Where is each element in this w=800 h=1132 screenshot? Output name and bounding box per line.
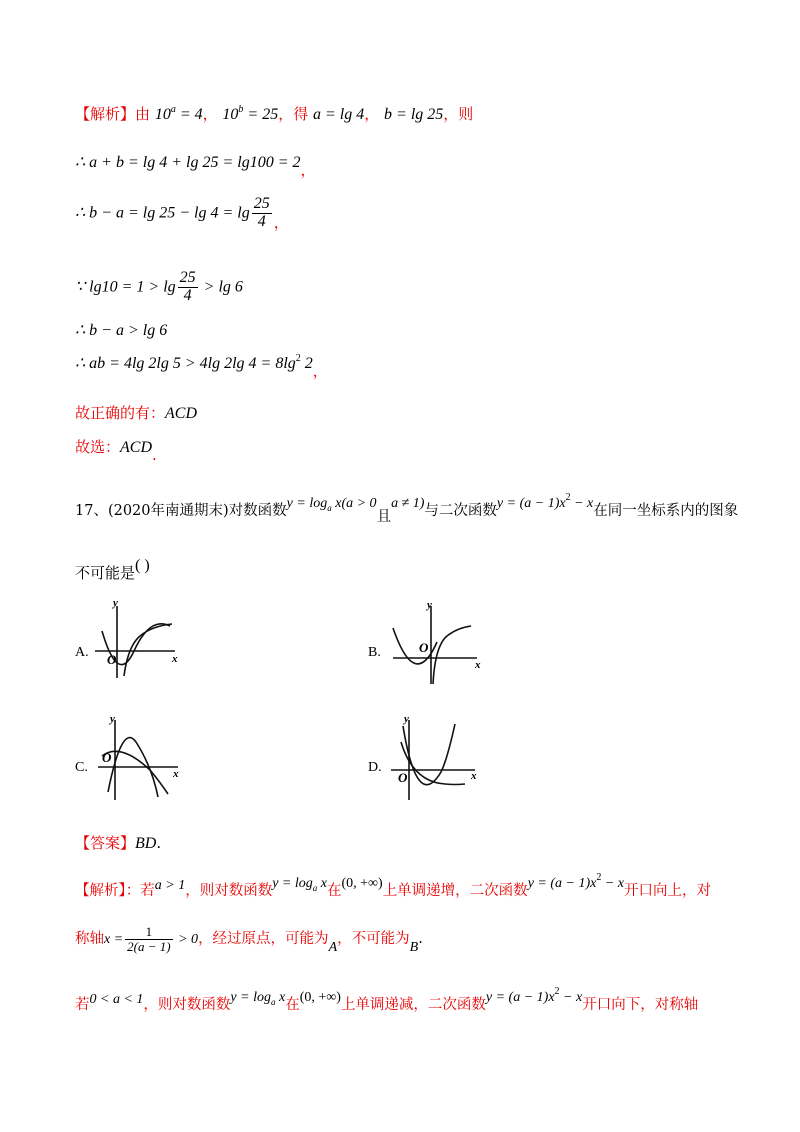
question-17-line-1 bbox=[75, 492, 738, 526]
text: ， bbox=[202, 105, 218, 123]
math-expr: ∵ lg10 = 1 > lg bbox=[75, 278, 176, 296]
text: . bbox=[418, 931, 423, 948]
text: ，则对数函数 bbox=[185, 883, 273, 899]
math-expr: ACD bbox=[120, 439, 153, 456]
option-a-label: A. bbox=[75, 645, 89, 660]
option-d-label: D. bbox=[368, 760, 382, 775]
text: . bbox=[152, 446, 157, 464]
analysis-tag: 【解析】 bbox=[75, 105, 136, 123]
text: ， bbox=[312, 362, 328, 380]
origin-label: O bbox=[107, 652, 117, 667]
text: ，则 bbox=[443, 105, 474, 123]
text: ：若 bbox=[125, 883, 155, 899]
math-expr: $y = (a - 1)x^2 - x$ bbox=[527, 872, 625, 891]
solution-line-1 bbox=[75, 103, 473, 124]
math-expr: B bbox=[409, 940, 419, 956]
answer-tag: 【答案】 bbox=[75, 834, 136, 852]
text: 不可能是 bbox=[75, 564, 136, 582]
option-a-graph bbox=[90, 596, 190, 686]
solution2-line-3 bbox=[75, 986, 698, 1014]
math-expr: ACD bbox=[165, 405, 198, 422]
option-b-label: B. bbox=[368, 645, 381, 660]
question-17-line-2 bbox=[75, 557, 150, 583]
math-expr: 0 < a < 1 bbox=[89, 992, 144, 1007]
text: ， bbox=[300, 161, 316, 179]
option-b-graph bbox=[385, 596, 490, 688]
x-axis-label: x bbox=[172, 653, 178, 665]
text: 故正确的有： bbox=[75, 404, 166, 422]
text: ， bbox=[364, 105, 380, 123]
solution-line-7 bbox=[75, 402, 197, 423]
text: 称轴 bbox=[75, 931, 104, 948]
text: 若 bbox=[75, 997, 90, 1013]
text: 故选： bbox=[75, 438, 121, 456]
solution-line-5 bbox=[75, 320, 167, 340]
answer-line bbox=[75, 832, 161, 853]
origin-label: O bbox=[398, 770, 408, 785]
text: ，得 bbox=[278, 105, 309, 123]
solution-line-8 bbox=[75, 436, 157, 464]
math-expr: > 0 bbox=[174, 932, 199, 948]
math-expr: $y = (a - 1)x^2 - x$ bbox=[496, 492, 594, 511]
text: 在同一坐标系内的图象 bbox=[593, 503, 739, 519]
math-expr: ∴ b − a = lg 25 − lg 4 = lg bbox=[75, 204, 250, 222]
text: 上单调递减，二次函数 bbox=[340, 997, 486, 1013]
option-c-graph bbox=[90, 712, 190, 804]
math-expr: b = lg 25 bbox=[384, 106, 444, 123]
solution-line-4 bbox=[75, 270, 243, 305]
fraction: $\frac{1}{2(a - 1)}$ bbox=[127, 924, 171, 954]
y-axis-label: y bbox=[427, 599, 432, 611]
y-axis-label: y bbox=[404, 713, 409, 725]
text: ，经过原点，可能为 bbox=[198, 931, 329, 948]
origin-label: O bbox=[102, 750, 112, 765]
origin-label: O bbox=[419, 640, 429, 655]
solution-line-3 bbox=[75, 196, 289, 232]
option-c-label: C. bbox=[75, 760, 88, 775]
solution2-line-1 bbox=[75, 872, 711, 900]
text: 开口向上，对 bbox=[624, 883, 712, 899]
x-axis-label: x bbox=[475, 659, 481, 671]
text: ， bbox=[273, 213, 289, 232]
text: 在 bbox=[326, 883, 342, 899]
answer-value: BD bbox=[135, 835, 157, 852]
math-expr: $y = \log_a x$ bbox=[272, 876, 327, 893]
text: 开口向下，对称轴 bbox=[582, 997, 699, 1013]
y-axis-label: y bbox=[110, 713, 115, 725]
text: ，则对数函数 bbox=[143, 997, 231, 1013]
fraction: $\frac{25}{4}$ bbox=[253, 195, 270, 230]
fraction: $\frac{25}{4}$ bbox=[179, 269, 196, 304]
math-expr: $y = (a - 1)x^2 - x$ bbox=[485, 986, 583, 1005]
text: 上单调递增，二次函数 bbox=[382, 883, 528, 899]
math-expr: a ≠ 1) bbox=[391, 496, 425, 511]
math-expr: x = bbox=[104, 932, 124, 948]
text: . bbox=[156, 834, 162, 852]
math-expr: ∴ b − a > lg 6 bbox=[75, 322, 168, 339]
math-expr: a > 1 bbox=[154, 878, 186, 893]
math-expr: (0, +∞) bbox=[299, 990, 341, 1005]
text: ，不可能为 bbox=[337, 931, 410, 948]
answer-blank: ( ) bbox=[135, 557, 150, 574]
text: 且 bbox=[376, 509, 392, 525]
math-expr: $10^b = 25$ bbox=[222, 104, 279, 123]
x-axis-label: x bbox=[471, 770, 477, 782]
solution-line-6 bbox=[75, 353, 328, 381]
x-axis-label: x bbox=[173, 768, 179, 780]
math-expr: ∴ a + b = lg 4 + lg 25 = lg100 = 2 bbox=[75, 154, 301, 171]
math-expr: ∴ ab = 4lg 2lg 5 > 4lg 2lg $4 = 8\lg^2$ 2 bbox=[75, 353, 313, 372]
text: 与二次函数 bbox=[424, 503, 497, 519]
solution-line-2 bbox=[75, 152, 316, 180]
option-d-graph bbox=[385, 712, 485, 804]
solution2-line-2 bbox=[75, 925, 423, 956]
math-expr: A bbox=[328, 940, 338, 956]
text: 在 bbox=[285, 997, 300, 1013]
analysis-tag: 【解析】 bbox=[75, 883, 126, 899]
math-expr: $y = \log_a x(a > 0$ bbox=[286, 496, 377, 513]
text: 由 bbox=[135, 105, 151, 123]
math-expr: > lg 6 bbox=[199, 278, 243, 296]
y-axis-label: y bbox=[113, 597, 118, 609]
question-text: 17、(2020年南通期末)对数函数 bbox=[75, 503, 287, 519]
math-expr: $y = \log_a x$ bbox=[230, 990, 286, 1007]
math-expr: a = lg 4 bbox=[313, 106, 365, 123]
math-expr: (0, +∞) bbox=[341, 876, 383, 891]
math-expr: $10^a = 4$ bbox=[154, 104, 203, 123]
